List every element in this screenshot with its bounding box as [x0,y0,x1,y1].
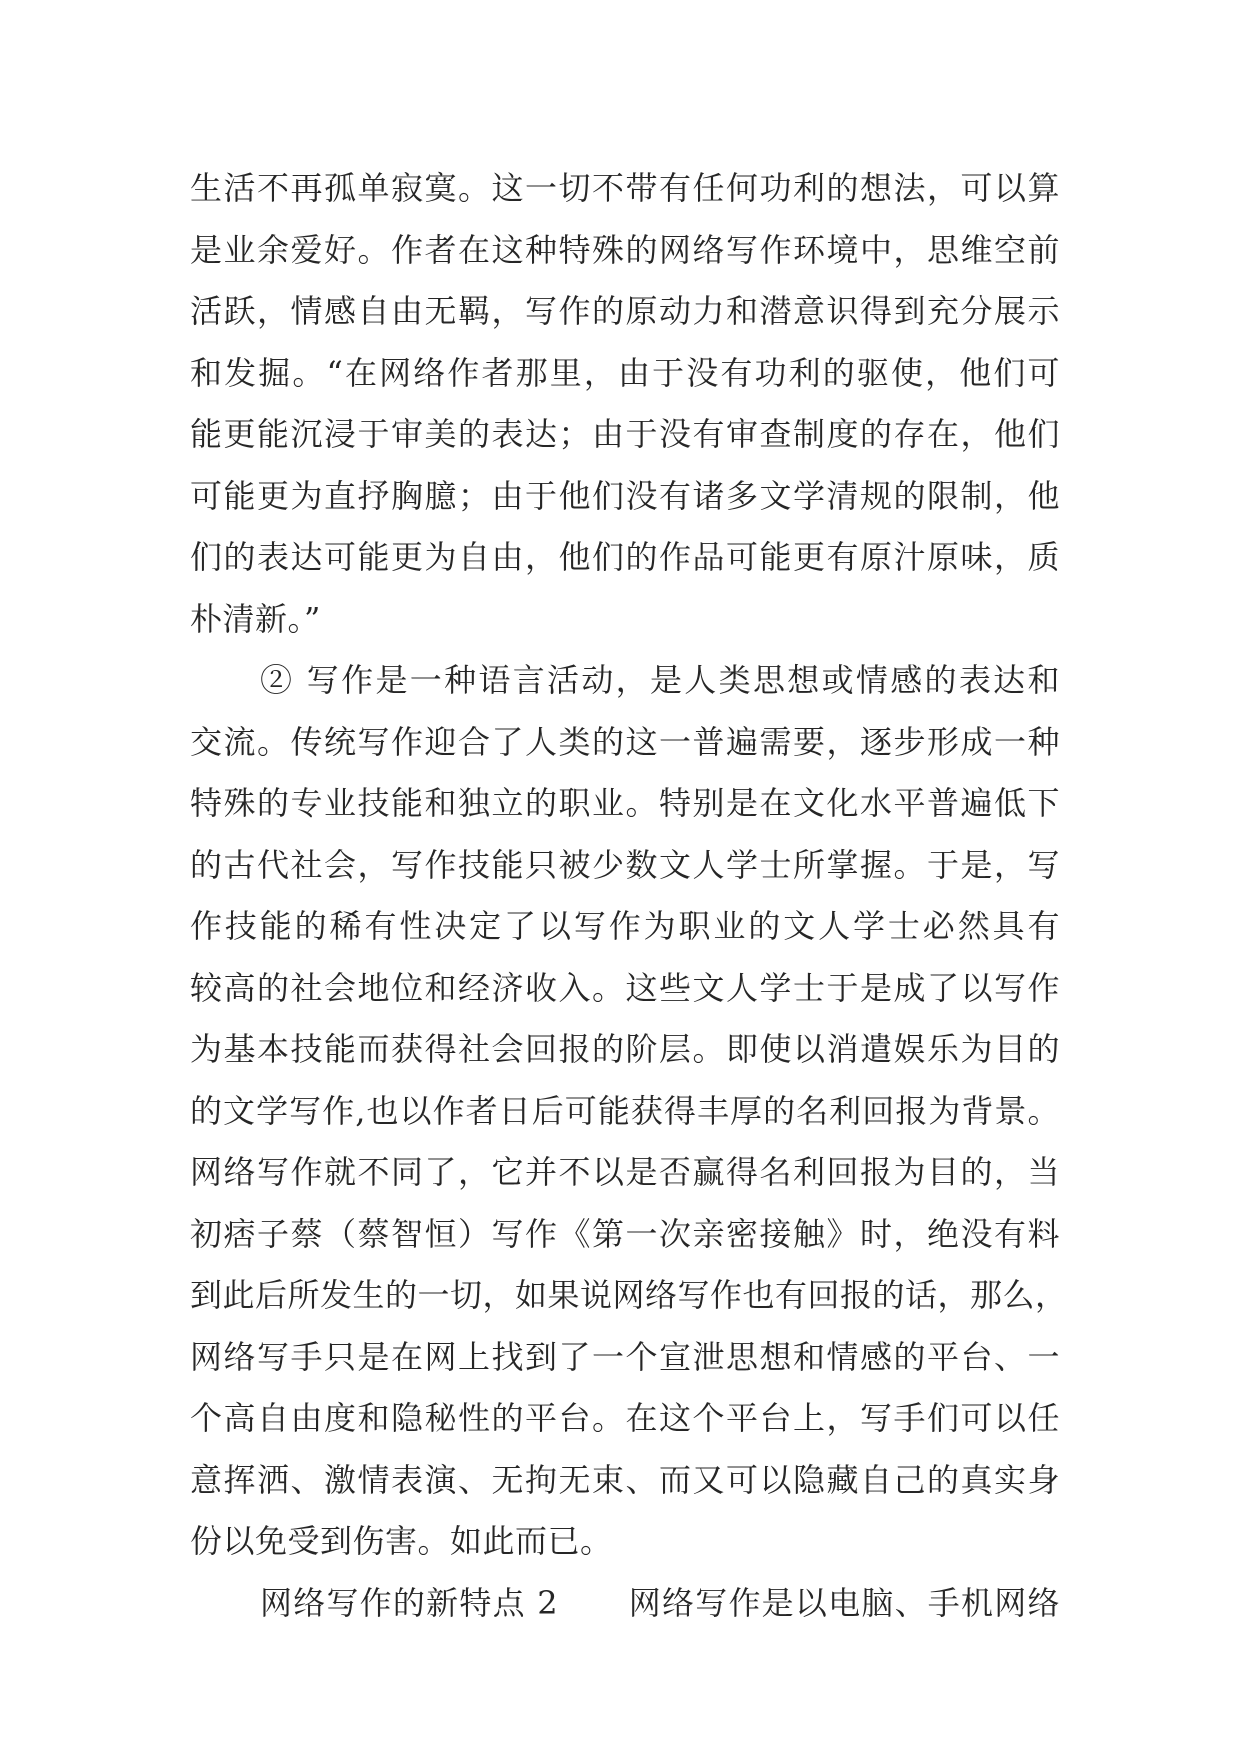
text-line: 朴清新。” [190,599,321,638]
text-line: 较高的社会地位和经济收入。这些文人学士于是成了以写作 [190,968,1060,1007]
section-continuation: 网络写作是以电脑、手机网络 [628,1583,1060,1622]
text-line: 个高自由度和隐秘性的平台。在这个平台上，写手们可以任 [190,1399,1060,1437]
text-line: 网络写手只是在网上找到了一个宣泄思想和情感的平台、一 [190,1337,1060,1376]
section-heading-line [190,1573,1060,1635]
body-text [190,158,1068,1634]
text-line: 是业余爱好。作者在这种特殊的网络写作环境中，思维空前 [190,230,1060,269]
text-line: 意挥洒、激情表演、无拘无束、而又可以隐藏自己的真实身 [190,1460,1060,1499]
text-line: 能更能沉浸于审美的表达；由于没有审查制度的存在，他们 [190,415,1060,453]
text-line: 作技能的稀有性决定了以写作为职业的文人学士必然具有 [190,907,1060,945]
text-line: 份以免受到伤害。如此而已。 [190,1522,613,1560]
text-line: 特殊的专业技能和独立的职业。特别是在文化水平普遍低下 [190,784,1060,822]
text-line: 的古代社会，写作技能只被少数文人学士所掌握。于是，写 [190,845,1060,884]
text-line: 到此后所发生的一切，如果说网络写作也有回报的话，那么， [190,1276,1068,1314]
text-line: 初痞子蔡（蔡智恒）写作《第一次亲密接触》时，绝没有料 [190,1214,1060,1253]
text-line: 的文学写作,也以作者日后可能获得丰厚的名利回报为背景。 [190,1091,1060,1130]
paragraph-2-first-line: ② 写作是一种语言活动，是人类思想或情感的表达和 [260,661,1060,699]
text-line: 活跃，情感自由无羁，写作的原动力和潜意识得到充分展示 [190,292,1060,330]
text-line: 网络写作就不同了，它并不以是否赢得名利回报为目的，当 [190,1153,1060,1191]
text-line: 和发掘。“在网络作者那里，由于没有功利的驱使，他们可 [190,353,1060,392]
text-line: 可能更为直抒胸臆；由于他们没有诸多文学清规的限制，他 [190,476,1060,515]
text-line: 生活不再孤单寂寞。这一切不带有任何功利的想法，可以算 [190,169,1060,207]
text-line: 交流。传统写作迎合了人类的这一普遍需要，逐步形成一种 [190,722,1060,761]
text-line: 们的表达可能更为自由，他们的作品可能更有原汁原味，质 [190,538,1060,576]
section-title: 网络写作的新特点 2 [260,1583,559,1622]
text-line: 为基本技能而获得社会回报的阶层。即使以消遣娱乐为目的 [190,1030,1060,1068]
